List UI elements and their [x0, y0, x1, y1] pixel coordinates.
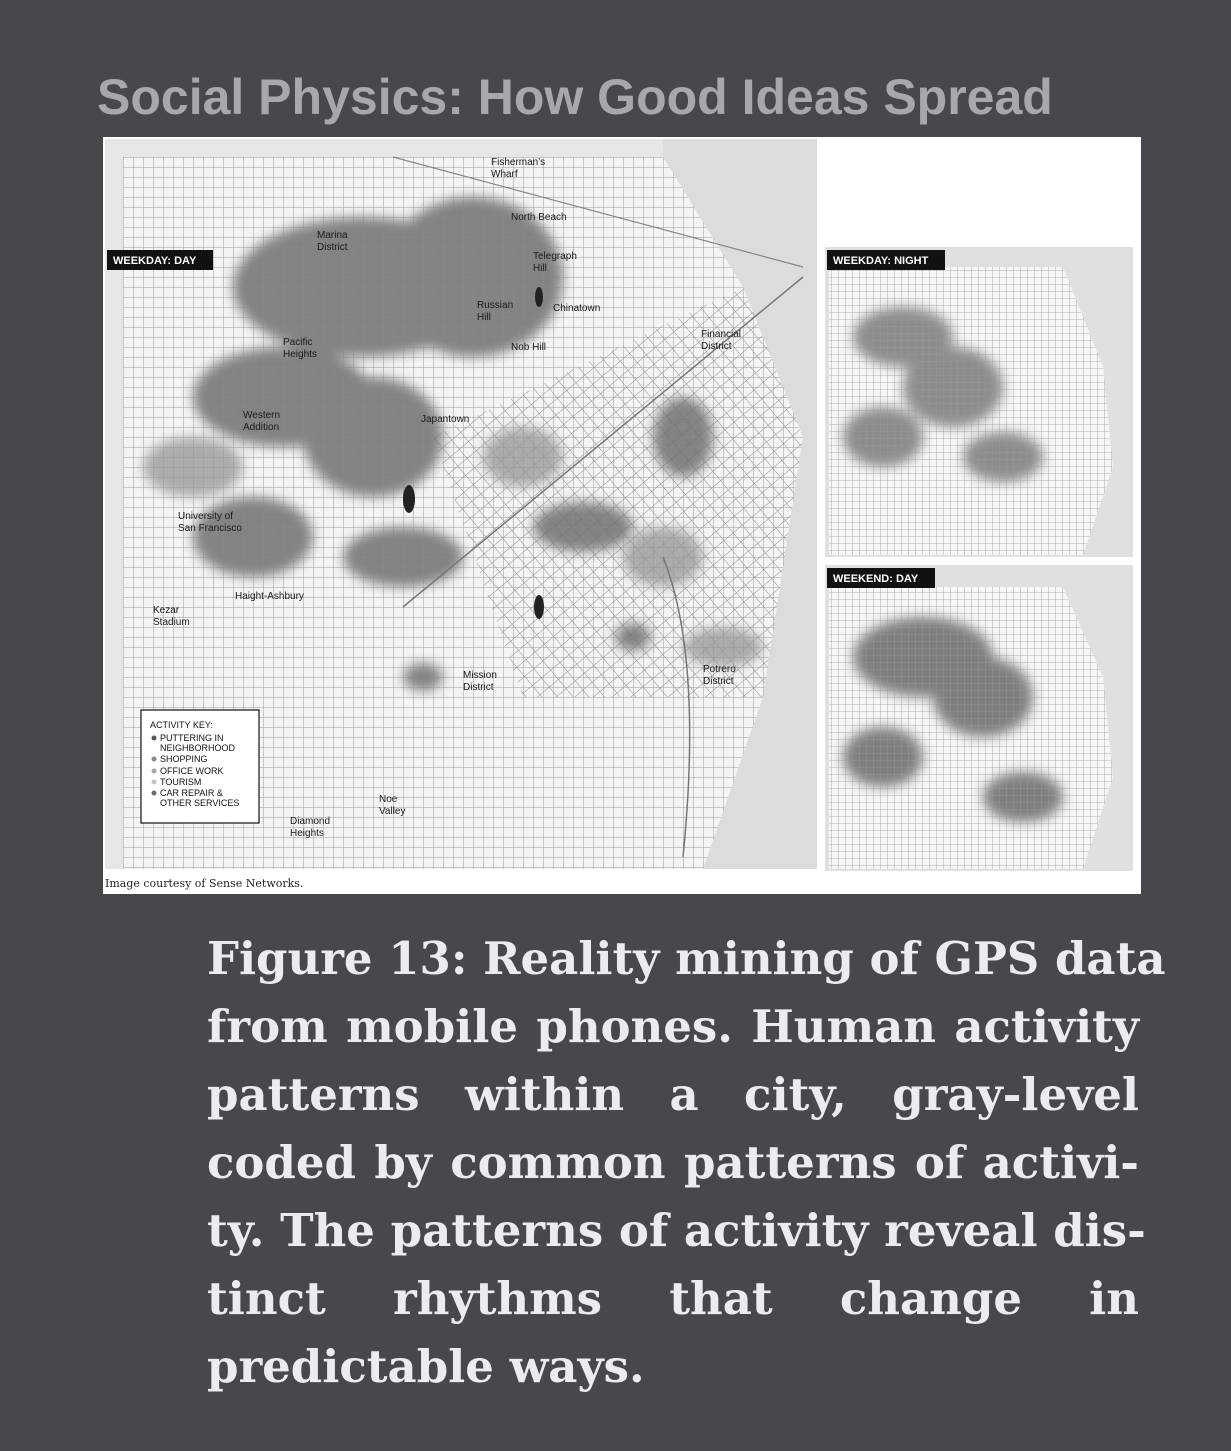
key-item-1a: PUTTERING IN	[160, 733, 224, 743]
key-item-4: TOURISM	[160, 777, 202, 787]
key-swatch-3	[152, 769, 157, 774]
label-nob-hill: Nob Hill	[511, 342, 547, 353]
label-pacific-1: Pacific	[283, 337, 313, 348]
panel-label-weekday-day: WEEKDAY: DAY	[113, 255, 197, 267]
label-noe-1: Noe	[379, 794, 398, 805]
label-russian-hill-1: Russian	[477, 300, 514, 311]
caption-line-3: patterns within a city, gray-level	[207, 1068, 1139, 1121]
panel-label-weekend-day: WEEKEND: DAY	[833, 573, 919, 585]
key-item-5b: OTHER SERVICES	[160, 798, 240, 808]
activity-key-title: ACTIVITY KEY:	[150, 720, 213, 730]
key-swatch-5	[152, 791, 157, 796]
label-diamond-1: Diamond	[290, 816, 331, 827]
label-marina-1: Marina	[317, 230, 348, 241]
label-usf-1: University of	[178, 511, 234, 522]
label-kezar-1: Kezar	[153, 605, 180, 616]
caption-line-1: Figure 13: Reality mining of GPS data	[207, 932, 1166, 985]
key-item-1b: NEIGHBORHOOD	[160, 743, 236, 753]
label-mission-2: District	[463, 682, 494, 693]
caption-line-4: coded by common patterns of activi-	[207, 1136, 1139, 1189]
key-swatch-4	[152, 780, 157, 785]
label-financial-1: Financial	[701, 329, 742, 340]
label-diamond-2: Heights	[290, 828, 324, 839]
activity-key	[141, 710, 259, 823]
label-fishermans-wharf-1: Fisherman's	[491, 157, 546, 168]
key-swatch-1	[152, 736, 157, 741]
label-pacific-2: Heights	[283, 349, 317, 360]
label-haight: Haight-Ashbury	[235, 591, 304, 602]
label-noe-2: Valley	[379, 806, 406, 817]
main-map	[105, 139, 817, 890]
label-mission-1: Mission	[463, 670, 497, 681]
label-telegraph-1: Telegraph	[533, 251, 577, 262]
label-western-1: Western	[243, 410, 281, 421]
map-figure	[103, 137, 1141, 894]
key-swatch-2	[152, 757, 157, 762]
key-item-5a: CAR REPAIR &	[160, 788, 223, 798]
caption-line-6: tinct rhythms that change in	[207, 1272, 1139, 1325]
image-credit: Image courtesy of Sense Networks.	[105, 877, 304, 890]
panel-label-weekday-night: WEEKDAY: NIGHT	[833, 255, 929, 267]
label-potrero-2: District	[703, 676, 734, 687]
label-potrero-1: Potrero	[703, 664, 736, 675]
label-kezar-2: Stadium	[153, 617, 190, 628]
key-item-2: SHOPPING	[160, 754, 208, 764]
label-japantown: Japantown	[421, 414, 470, 425]
label-usf-2: San Francisco	[178, 523, 242, 534]
caption-line-7: predictable ways.	[207, 1340, 645, 1393]
label-telegraph-2: Hill	[533, 263, 547, 274]
book-title: Social Physics: How Good Ideas Spread	[97, 69, 1053, 125]
label-north-beach: North Beach	[511, 212, 567, 223]
label-chinatown: Chinatown	[553, 303, 601, 314]
caption-line-5: ty. The patterns of activity reveal dis-	[207, 1204, 1146, 1257]
map-illustration	[103, 137, 1141, 894]
label-western-2: Addition	[243, 422, 280, 433]
key-item-3: OFFICE WORK	[160, 766, 224, 776]
label-financial-2: District	[701, 341, 732, 352]
weekday-night-map	[825, 247, 1133, 557]
caption-line-2: from mobile phones. Human activity	[207, 1000, 1139, 1053]
weekend-day-map	[825, 565, 1133, 871]
label-marina-2: District	[317, 242, 348, 253]
figure-caption	[207, 925, 1166, 1401]
label-russian-hill-2: Hill	[477, 312, 491, 323]
label-fishermans-wharf-2: Wharf	[491, 169, 518, 180]
